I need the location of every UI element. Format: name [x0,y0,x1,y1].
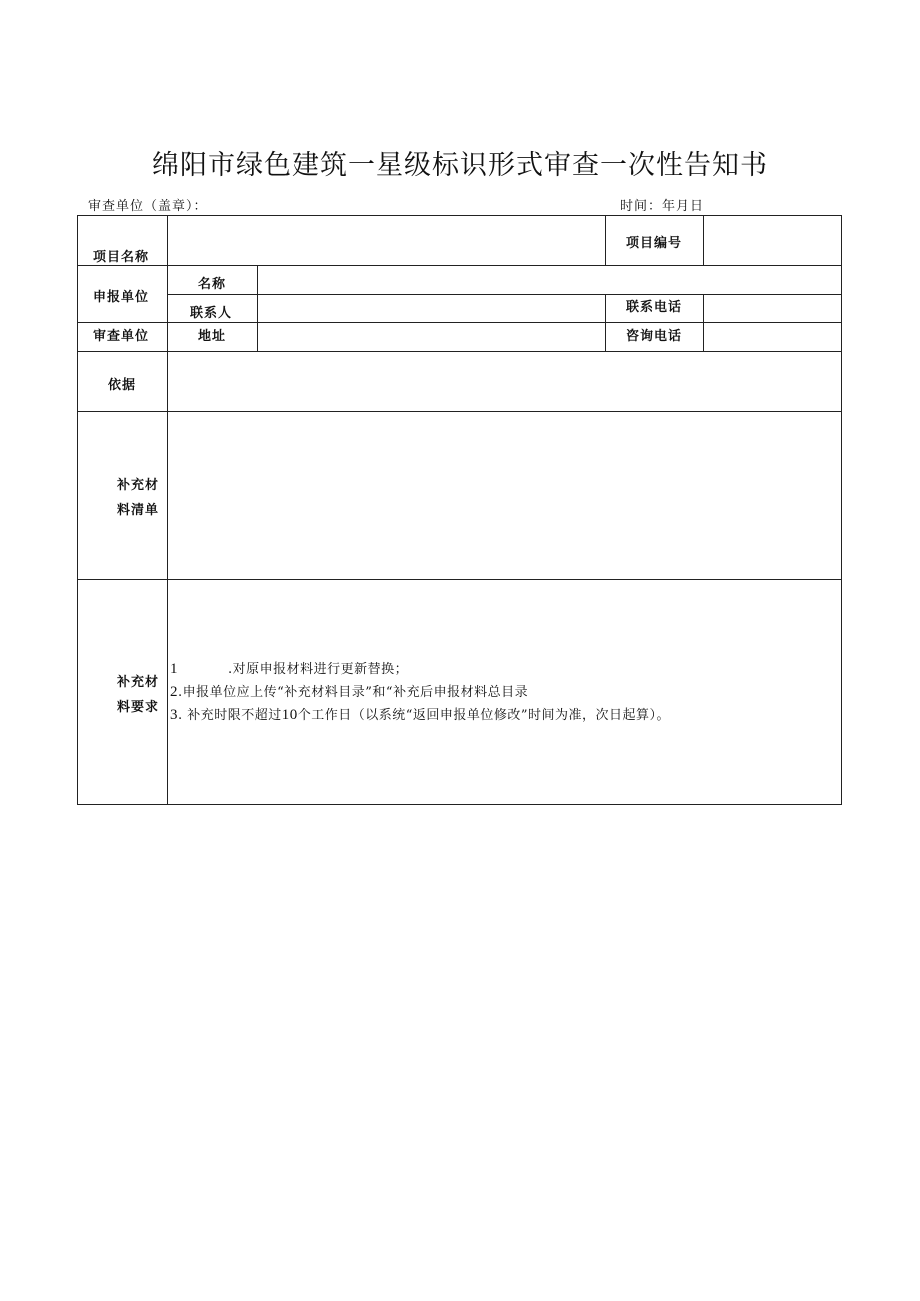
reviewer-stamp-label: 审查单位（盖章）： [88,199,208,214]
address-label: 地址 [198,329,227,344]
table-border-right [841,215,842,805]
table-border-top [77,215,842,216]
row-divider [77,411,842,412]
consult-phone-label: 咨询电话 [626,329,683,344]
row-divider [77,265,842,266]
supplement-list-label: 补充材 料清单 [116,478,159,518]
requirement-item: 1 .对原申报材料进行更新替换； [170,661,409,677]
applicant-name-label: 名称 [198,277,227,292]
requirement-item: 2.申报单位应上传“补充材料目录”和“补充后申报材料总目录 [170,684,529,700]
document-title: 绵阳市绿色建筑一星级标识形式审查一次性告知书 [152,150,768,181]
notice-form-table [77,215,842,805]
project-name-label: 项目名称 [93,250,150,265]
requirement-item: 3. 补充时限不超过10个工作日（以系统“返回申报单位修改”时间为准，次日起算）。 [170,707,671,723]
column-divider [605,294,606,351]
column-divider [605,215,606,265]
row-divider [167,294,842,295]
label-column-divider [167,215,168,805]
table-border-bottom [77,804,842,805]
contact-person-label: 联系人 [190,306,233,321]
basis-label: 依据 [108,378,137,393]
row-divider [77,351,842,352]
contact-phone-label: 联系电话 [626,300,683,315]
project-number-label: 项目编号 [626,236,683,251]
reviewer-unit-label: 审查单位 [93,329,150,344]
requirements-list [170,658,670,727]
table-border-left [77,215,78,805]
column-divider [703,294,704,351]
row-divider [77,579,842,580]
sublabel-column-divider [257,265,258,351]
time-label: 时间：年月日 [620,199,705,214]
supplement-requirement-label: 补充材 料要求 [116,675,159,715]
column-divider [703,215,704,265]
row-divider [77,322,842,323]
applicant-label: 申报单位 [93,290,150,305]
